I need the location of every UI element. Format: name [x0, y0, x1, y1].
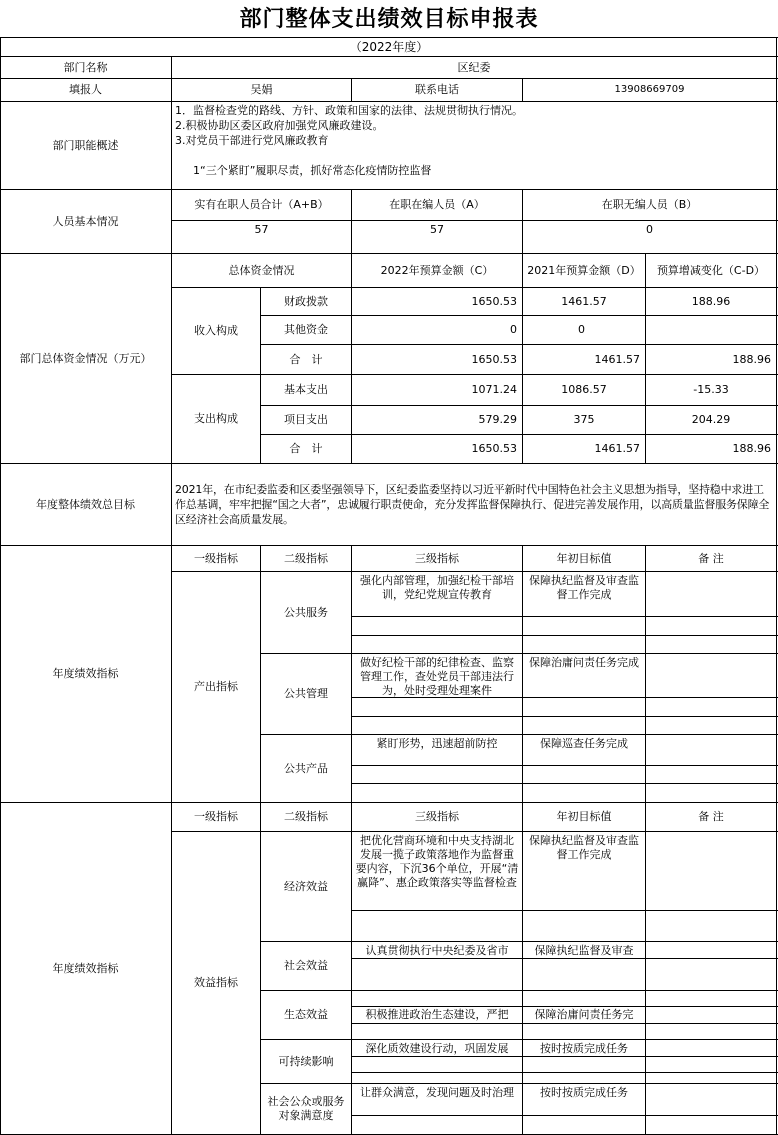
goal-text: 2021年，在市纪委监委和区委坚强领导下，区纪委监委坚持以习近平新时代中国特色社会主义思想为指导，坚持稳中求进工作总基调，牢牢把握“国之大者”，忠诚履行职责使命，充分发挥监督保障执行、促进完善发展作用，以高质量监督服务保障全区经济社会高质量发展。 [175, 483, 770, 526]
phone-label: 联系电话 [415, 83, 459, 96]
staff-header-total: 实有在职人员合计（A+B） [194, 198, 329, 211]
expense-row-name: 项目支出 [284, 413, 328, 426]
table-hline [351, 616, 778, 617]
expense-row-diff: 204.29 [691, 413, 731, 426]
duty-line-1: 1．监督检查党的路线、方针、政策和国家的法律、法规贯彻执行情况。 [175, 104, 523, 117]
duties-label: 部门职能概述 [52, 138, 119, 152]
table-hline [351, 783, 778, 784]
expense-row-diff: -15.33 [693, 383, 729, 396]
effect-level3-item: 让群众满意，发现问题及时治理 [360, 1086, 514, 1099]
income-row-name: 其他资金 [284, 323, 328, 336]
funds-header-d: 2021年预算金额（D） [527, 263, 641, 277]
output-header-level3: 三级指标 [415, 551, 459, 565]
income-row-diff: 188.96 [732, 352, 771, 366]
effect-header-target: 年初目标值 [556, 810, 612, 823]
phone-value: 13908669709 [614, 84, 685, 95]
output-level3-item: 做好纪检干部的纪律检查、监察管理工作，查处党员干部违法行为，处时受理处理案件 [360, 656, 514, 697]
effect-level2-item: 社会效益 [284, 959, 328, 972]
table-vline [645, 802, 646, 1135]
dept-name-label: 部门名称 [63, 60, 108, 74]
table-hline [351, 1072, 778, 1073]
filler-label: 填报人 [69, 83, 102, 96]
duty-line-2: 2.积极协助区委区政府加强党风廉政建设。 [175, 119, 384, 132]
form-year: （2022年度） [349, 40, 429, 54]
income-row-name: 合 计 [289, 352, 323, 366]
form-title: 部门整体支出绩效目标申报表 [239, 5, 539, 32]
goal-label: 年度整体绩效总目标 [36, 497, 135, 511]
expense-row-diff: 188.96 [732, 442, 771, 455]
table-hline [351, 958, 778, 959]
table-hline [351, 765, 778, 766]
effect-target-item: 按时按质完成任务 [540, 1042, 628, 1055]
effect-level3-item: 把优化营商环境和中央支持湖北发展一揽子政策落地作为监督重要内容，下沉36个单位，开展“清赢降”、惠企政策落实等监督检查 [355, 834, 519, 889]
output-target-item: 保障治庸问责任务完成 [529, 656, 639, 669]
expense-label: 支出构成 [194, 412, 238, 425]
table-hline [351, 1115, 778, 1116]
expense-row-c: 579.29 [478, 413, 517, 426]
output-level2-item: 公共产品 [284, 761, 328, 775]
table-hline [351, 1023, 778, 1024]
staff-header-b: 在职无编人员（B） [601, 198, 698, 211]
table-vline [645, 545, 646, 802]
filler-name: 吴娟 [250, 83, 273, 96]
income-label: 收入构成 [194, 324, 238, 337]
funds-header-c: 2022年预算金额（C） [380, 263, 494, 277]
income-row-diff [646, 316, 776, 344]
staff-a-value: 57 [430, 222, 444, 236]
table-hline [351, 1056, 778, 1057]
staff-b-value: 0 [646, 222, 653, 236]
expense-row-name: 合 计 [289, 442, 323, 455]
duty-line-4: 1“三个紧盯”履职尽责，抓好常态化疫情防控监督 [193, 164, 432, 177]
effect-level2-item: 可持续影响 [278, 1054, 334, 1068]
income-row-d: 1461.57 [561, 294, 607, 308]
output-header-level2: 二级指标 [284, 551, 328, 565]
income-row-c: 0 [510, 323, 517, 336]
expense-row-c: 1650.53 [471, 442, 517, 455]
table-hline [351, 716, 778, 717]
expense-row-d: 375 [573, 413, 595, 426]
effect-target-item: 保障执纪监督及审查 [534, 944, 634, 957]
income-row-c: 1650.53 [471, 352, 517, 366]
effect-level2-item: 生态效益 [284, 1008, 328, 1021]
output-target-item: 保障巡查任务完成 [540, 737, 628, 750]
expense-row-d: 1461.57 [594, 442, 640, 455]
funds-header-overall: 总体资金情况 [228, 263, 295, 277]
income-row-diff: 188.96 [691, 294, 731, 308]
output-level2-item: 公共管理 [284, 687, 328, 700]
table-hline [351, 910, 778, 911]
expense-row-c: 1071.24 [471, 383, 517, 396]
income-row-d: 1461.57 [594, 352, 640, 366]
output-section-label: 年度绩效指标 [52, 667, 119, 680]
funds-header-diff: 预算增减变化（C-D） [656, 263, 766, 277]
effect-header-level3: 三级指标 [415, 810, 459, 823]
output-level3-item: 紧盯形势，迅速超前防控 [376, 737, 498, 750]
output-header-level1: 一级指标 [194, 551, 238, 565]
effect-target-item: 保障治庸问责任务完 [534, 1008, 634, 1021]
effect-target-item: 按时按质完成任务 [540, 1086, 628, 1099]
staff-label: 人员基本情况 [52, 214, 119, 228]
output-target-item: 保障执纪监督及审查监督工作完成 [529, 574, 639, 601]
staff-header-a: 在职在编人员（A） [389, 198, 485, 211]
effect-header-level1: 一级指标 [194, 810, 238, 823]
table-hline [351, 697, 778, 698]
output-level3-item: 强化内部管理，加强纪检干部培训，党纪党规宣传教育 [360, 574, 514, 601]
effect-level1: 效益指标 [194, 976, 238, 989]
effect-level2-item: 经济效益 [284, 879, 328, 893]
effect-header-level2: 二级指标 [284, 810, 328, 823]
output-level1: 产出指标 [194, 680, 238, 693]
table-vline [776, 37, 777, 1135]
effect-level2-item: 社会公众或服务对象满意度 [267, 1095, 345, 1122]
income-row-name: 财政拨款 [284, 294, 328, 308]
income-row-d: 0 [578, 323, 585, 336]
output-level2-item: 公共服务 [284, 605, 328, 619]
staff-total-value: 57 [254, 222, 269, 236]
output-header-remark: 备 注 [698, 551, 724, 565]
funds-label: 部门总体资金情况（万元） [19, 351, 152, 365]
effect-level3-item: 积极推进政治生态建设，严把 [365, 1008, 509, 1021]
expense-row-name: 基本支出 [284, 383, 328, 396]
duty-line-3: 3.对党员干部进行党风廉政教育 [175, 134, 329, 147]
output-header-target: 年初目标值 [556, 551, 612, 565]
effect-target-item: 保障执纪监督及审查监督工作完成 [529, 834, 639, 861]
effect-level3-item: 认真贯彻执行中央纪委及省市 [365, 944, 509, 957]
income-row-c: 1650.53 [471, 294, 517, 308]
effect-section-label: 年度绩效指标 [52, 961, 119, 975]
table-hline [351, 635, 778, 636]
effect-header-remark: 备 注 [698, 810, 724, 823]
dept-name-value: 区纪委 [457, 60, 491, 74]
effect-level3-item: 深化质效建设行动，巩固发展 [365, 1042, 509, 1055]
expense-row-d: 1086.57 [561, 383, 607, 396]
